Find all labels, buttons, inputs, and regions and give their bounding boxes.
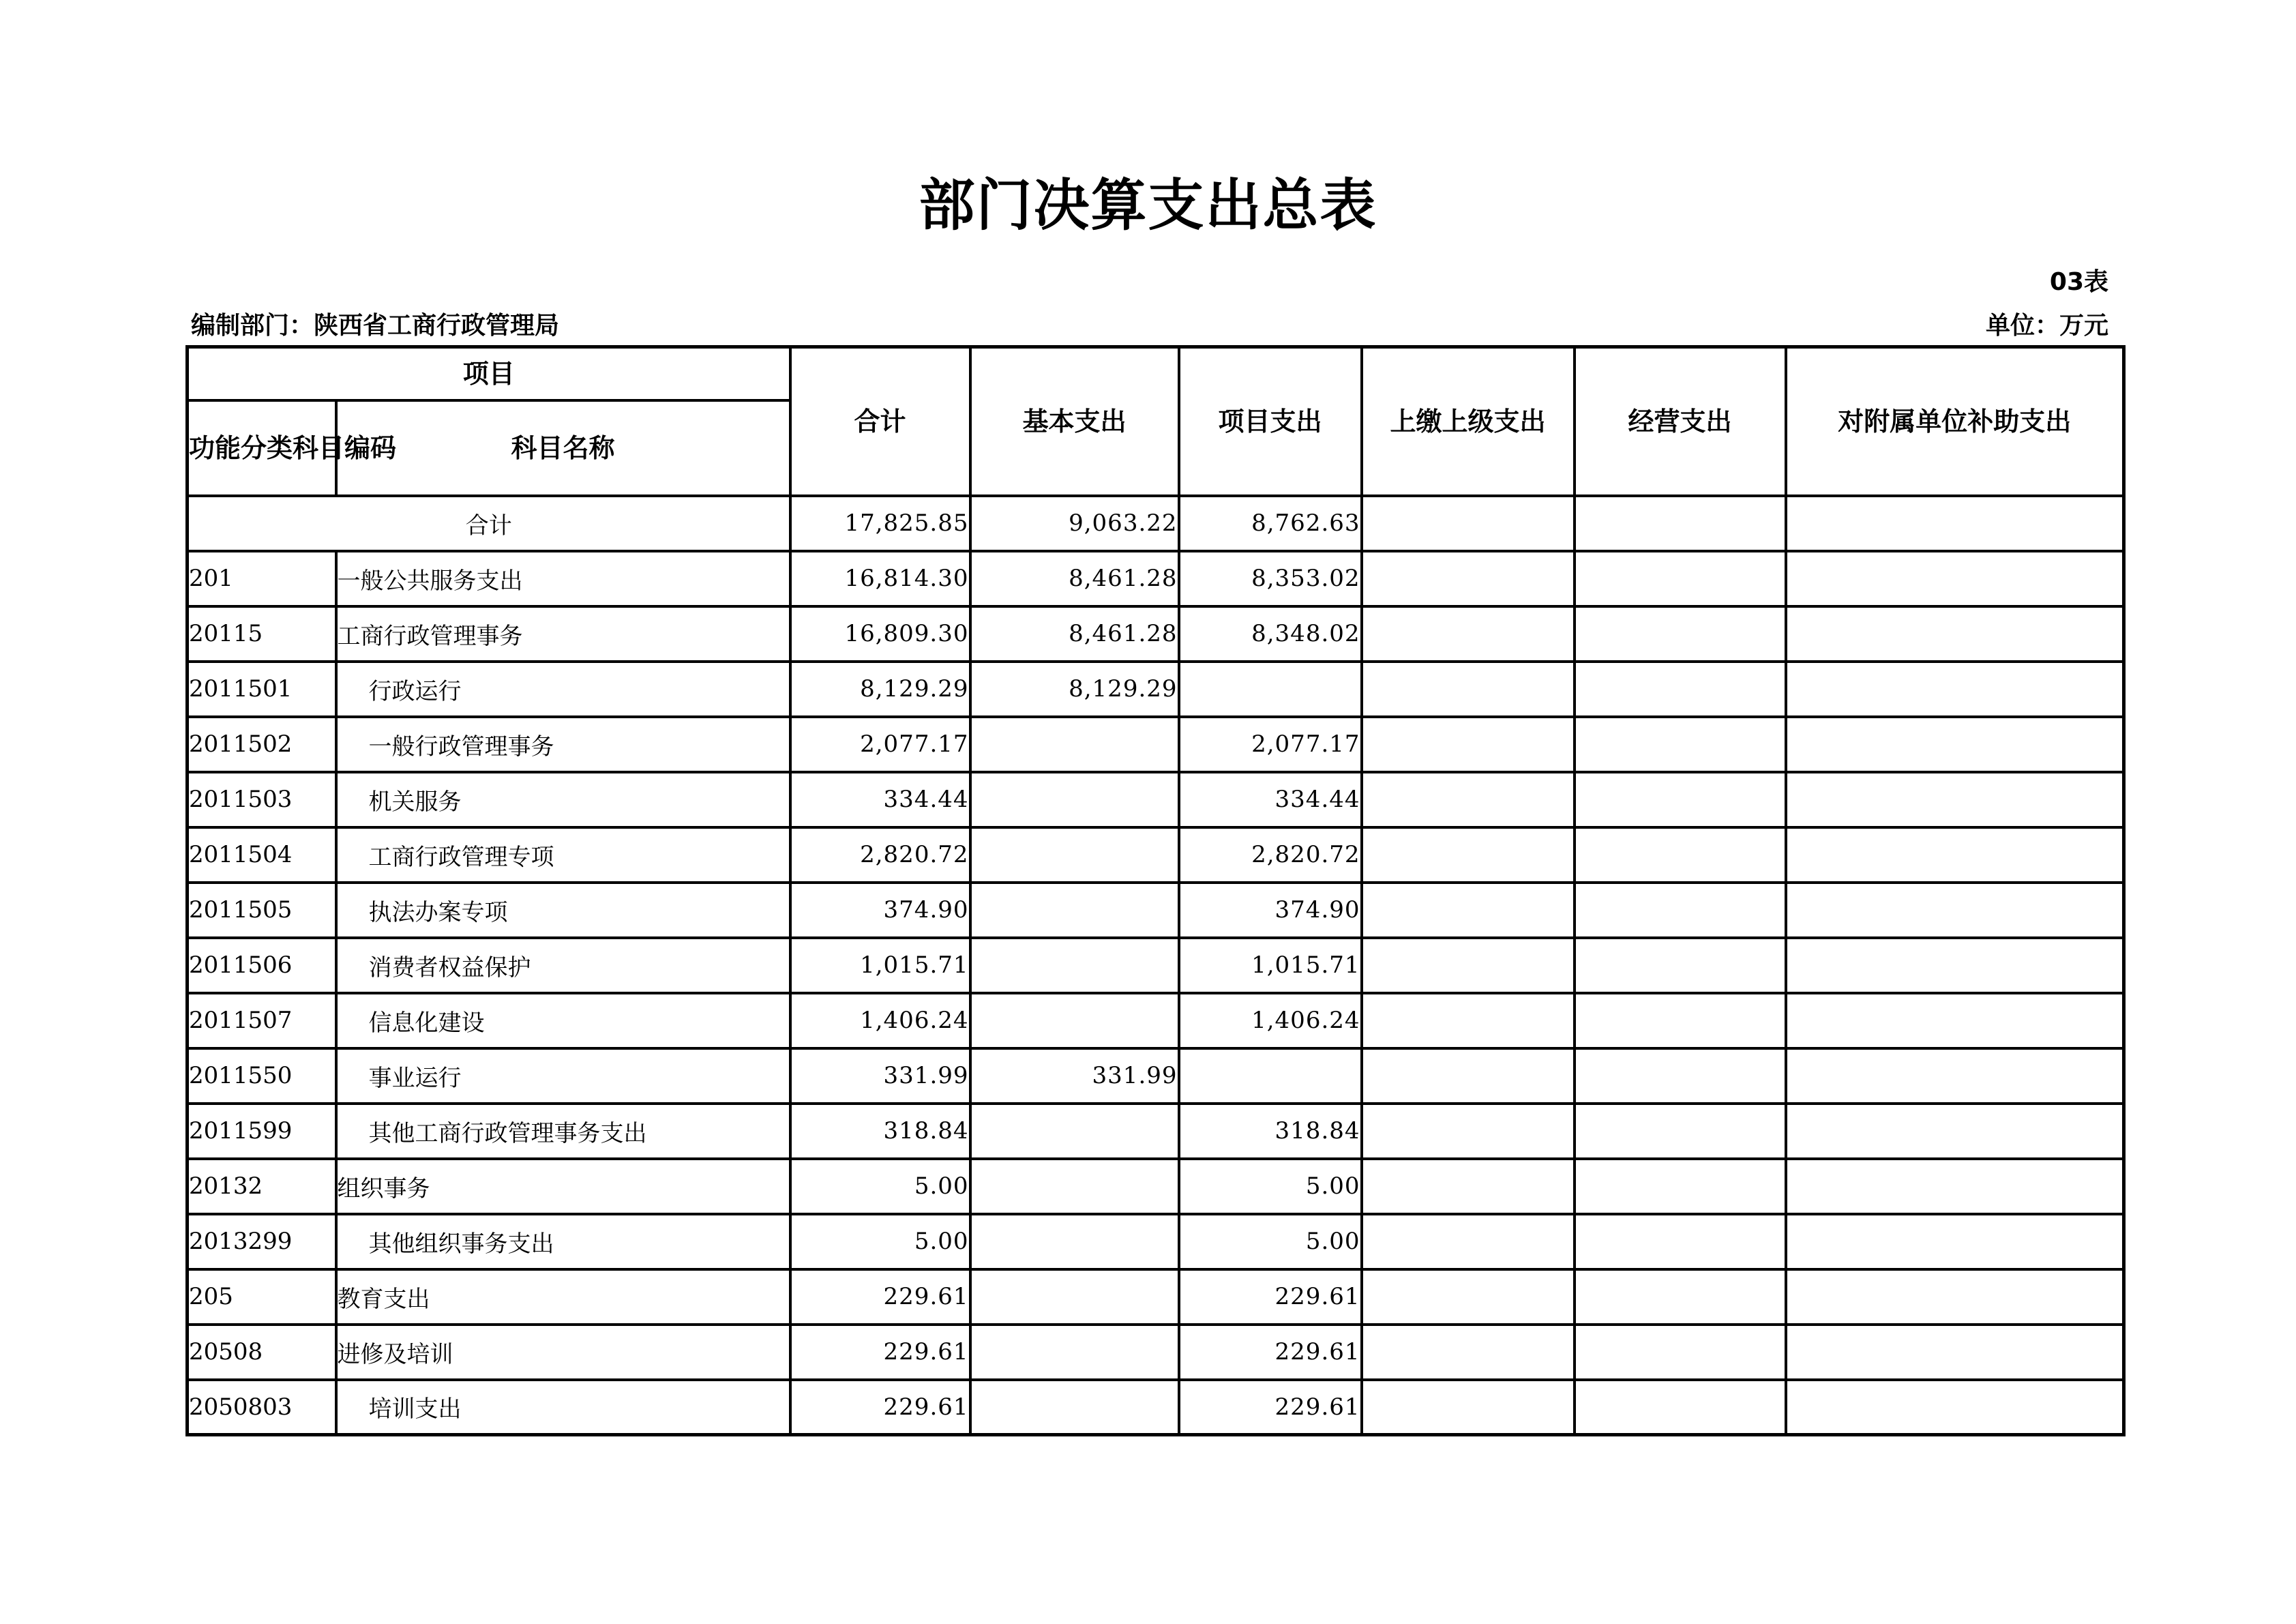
table-row <box>188 1104 2124 1159</box>
row-upper <box>1362 993 1575 1048</box>
row-name: 教育支出 <box>336 1269 790 1325</box>
row-total: 16,814.30 <box>790 551 970 606</box>
row-subsidiary <box>1786 883 2124 938</box>
row-subsidiary <box>1786 1104 2124 1159</box>
row-code: 2011507 <box>188 993 336 1048</box>
page-title: 部门决算支出总表 <box>919 173 1377 238</box>
header-business: 经营支出 <box>1575 347 1786 496</box>
row-name: 一般行政管理事务 <box>336 717 790 772</box>
row-subsidiary <box>1786 1325 2124 1380</box>
row-subsidiary <box>1786 1159 2124 1214</box>
row-subsidiary <box>1786 993 2124 1048</box>
row-business <box>1575 606 1786 662</box>
row-name: 培训支出 <box>336 1380 790 1435</box>
total-upper <box>1362 496 1575 551</box>
row-subsidiary <box>1786 938 2124 993</box>
row-subsidiary <box>1786 827 2124 883</box>
row-upper <box>1362 1380 1575 1435</box>
table-row <box>188 1214 2124 1269</box>
row-business <box>1575 827 1786 883</box>
row-basic <box>970 883 1179 938</box>
row-subsidiary <box>1786 717 2124 772</box>
row-code: 2011599 <box>188 1104 336 1159</box>
row-business <box>1575 1104 1786 1159</box>
table-row <box>188 1380 2124 1435</box>
row-basic <box>970 1269 1179 1325</box>
row-business <box>1575 662 1786 717</box>
row-upper <box>1362 772 1575 827</box>
row-total: 8,129.29 <box>790 662 970 717</box>
row-name: 行政运行 <box>336 662 790 717</box>
table-row <box>188 827 2124 883</box>
row-code: 2011506 <box>188 938 336 993</box>
row-business <box>1575 717 1786 772</box>
row-basic <box>970 772 1179 827</box>
row-total: 331.99 <box>790 1048 970 1104</box>
row-project: 374.90 <box>1179 883 1362 938</box>
row-basic <box>970 993 1179 1048</box>
row-subsidiary <box>1786 606 2124 662</box>
table-number: 03表 <box>2049 268 2108 296</box>
row-total: 2,820.72 <box>790 827 970 883</box>
table-row <box>188 1269 2124 1325</box>
header-total: 合计 <box>790 347 970 496</box>
header-project: 项目支出 <box>1179 347 1362 496</box>
total-basic: 9,063.22 <box>970 496 1179 551</box>
row-subsidiary <box>1786 1214 2124 1269</box>
row-code: 20132 <box>188 1159 336 1214</box>
table-row <box>188 551 2124 606</box>
row-business <box>1575 1159 1786 1214</box>
row-name: 一般公共服务支出 <box>336 551 790 606</box>
row-business <box>1575 1325 1786 1380</box>
row-total: 229.61 <box>790 1380 970 1435</box>
row-code: 201 <box>188 551 336 606</box>
table-row <box>188 1159 2124 1214</box>
row-name: 其他工商行政管理事务支出 <box>336 1104 790 1159</box>
row-project: 2,820.72 <box>1179 827 1362 883</box>
row-subsidiary <box>1786 551 2124 606</box>
row-total: 16,809.30 <box>790 606 970 662</box>
row-business <box>1575 883 1786 938</box>
row-name: 其他组织事务支出 <box>336 1214 790 1269</box>
row-basic <box>970 1214 1179 1269</box>
row-total: 1,015.71 <box>790 938 970 993</box>
row-project: 229.61 <box>1179 1380 1362 1435</box>
row-total: 374.90 <box>790 883 970 938</box>
row-name: 机关服务 <box>336 772 790 827</box>
row-basic <box>970 717 1179 772</box>
row-business <box>1575 1380 1786 1435</box>
table-row <box>188 993 2124 1048</box>
total-business <box>1575 496 1786 551</box>
row-project: 8,348.02 <box>1179 606 1362 662</box>
row-basic: 8,129.29 <box>970 662 1179 717</box>
row-business <box>1575 993 1786 1048</box>
row-basic <box>970 1325 1179 1380</box>
row-code: 205 <box>188 1269 336 1325</box>
row-project: 1,015.71 <box>1179 938 1362 993</box>
table-row <box>188 662 2124 717</box>
table-row <box>188 1048 2124 1104</box>
row-name: 事业运行 <box>336 1048 790 1104</box>
row-code: 2050803 <box>188 1380 336 1435</box>
row-project: 5.00 <box>1179 1159 1362 1214</box>
row-upper <box>1362 662 1575 717</box>
row-basic <box>970 1104 1179 1159</box>
row-name: 工商行政管理事务 <box>336 606 790 662</box>
row-subsidiary <box>1786 1380 2124 1435</box>
row-subsidiary <box>1786 1269 2124 1325</box>
total-subsidiary <box>1786 496 2124 551</box>
row-upper <box>1362 827 1575 883</box>
row-name: 信息化建设 <box>336 993 790 1048</box>
header-item: 项目 <box>188 347 790 400</box>
table-row <box>188 772 2124 827</box>
row-project: 334.44 <box>1179 772 1362 827</box>
table-row <box>188 883 2124 938</box>
row-upper <box>1362 551 1575 606</box>
header-subsidiary: 对附属单位补助支出 <box>1786 347 2124 496</box>
header-code: 功能分类科目编码 <box>188 400 336 496</box>
row-project: 229.61 <box>1179 1325 1362 1380</box>
row-subsidiary <box>1786 772 2124 827</box>
row-project: 318.84 <box>1179 1104 1362 1159</box>
total-label: 合计 <box>188 496 790 551</box>
row-subsidiary <box>1786 662 2124 717</box>
row-code: 2011503 <box>188 772 336 827</box>
row-subsidiary <box>1786 1048 2124 1104</box>
row-basic: 8,461.28 <box>970 551 1179 606</box>
row-business <box>1575 1269 1786 1325</box>
row-total: 318.84 <box>790 1104 970 1159</box>
row-project <box>1179 662 1362 717</box>
table-row <box>188 717 2124 772</box>
row-business <box>1575 938 1786 993</box>
row-basic <box>970 1380 1179 1435</box>
row-total: 334.44 <box>790 772 970 827</box>
row-name: 工商行政管理专项 <box>336 827 790 883</box>
row-upper <box>1362 938 1575 993</box>
total-row <box>188 496 2124 551</box>
row-total: 229.61 <box>790 1269 970 1325</box>
total-project: 8,762.63 <box>1179 496 1362 551</box>
row-business <box>1575 1214 1786 1269</box>
row-code: 2011550 <box>188 1048 336 1104</box>
compiling-department: 编制部门：陕西省工商行政管理局 <box>191 312 560 340</box>
row-code: 20508 <box>188 1325 336 1380</box>
row-upper <box>1362 1048 1575 1104</box>
row-upper <box>1362 717 1575 772</box>
row-upper <box>1362 1214 1575 1269</box>
row-project: 8,353.02 <box>1179 551 1362 606</box>
header-upper: 上缴上级支出 <box>1362 347 1575 496</box>
row-name: 组织事务 <box>336 1159 790 1214</box>
total-total: 17,825.85 <box>790 496 970 551</box>
row-basic: 331.99 <box>970 1048 1179 1104</box>
row-basic <box>970 1159 1179 1214</box>
row-upper <box>1362 1325 1575 1380</box>
unit-label: 单位：万元 <box>1985 312 2108 340</box>
row-basic: 8,461.28 <box>970 606 1179 662</box>
row-code: 2011501 <box>188 662 336 717</box>
row-name: 执法办案专项 <box>336 883 790 938</box>
row-code: 2011502 <box>188 717 336 772</box>
header-basic: 基本支出 <box>970 347 1179 496</box>
row-project <box>1179 1048 1362 1104</box>
row-basic <box>970 938 1179 993</box>
row-code: 2011505 <box>188 883 336 938</box>
row-project: 229.61 <box>1179 1269 1362 1325</box>
row-code: 2013299 <box>188 1214 336 1269</box>
row-business <box>1575 772 1786 827</box>
table-row <box>188 938 2124 993</box>
row-total: 2,077.17 <box>790 717 970 772</box>
row-project: 2,077.17 <box>1179 717 1362 772</box>
header-name: 科目名称 <box>336 400 790 496</box>
expenditure-table <box>185 345 2126 1436</box>
row-total: 1,406.24 <box>790 993 970 1048</box>
row-upper <box>1362 606 1575 662</box>
row-upper <box>1362 883 1575 938</box>
row-total: 5.00 <box>790 1159 970 1214</box>
row-total: 229.61 <box>790 1325 970 1380</box>
row-name: 消费者权益保护 <box>336 938 790 993</box>
row-code: 20115 <box>188 606 336 662</box>
row-total: 5.00 <box>790 1214 970 1269</box>
row-upper <box>1362 1104 1575 1159</box>
row-upper <box>1362 1159 1575 1214</box>
row-basic <box>970 827 1179 883</box>
table-row <box>188 1325 2124 1380</box>
row-business <box>1575 1048 1786 1104</box>
row-name: 进修及培训 <box>336 1325 790 1380</box>
table-row <box>188 606 2124 662</box>
row-business <box>1575 551 1786 606</box>
row-code: 2011504 <box>188 827 336 883</box>
row-project: 5.00 <box>1179 1214 1362 1269</box>
row-upper <box>1362 1269 1575 1325</box>
row-project: 1,406.24 <box>1179 993 1362 1048</box>
